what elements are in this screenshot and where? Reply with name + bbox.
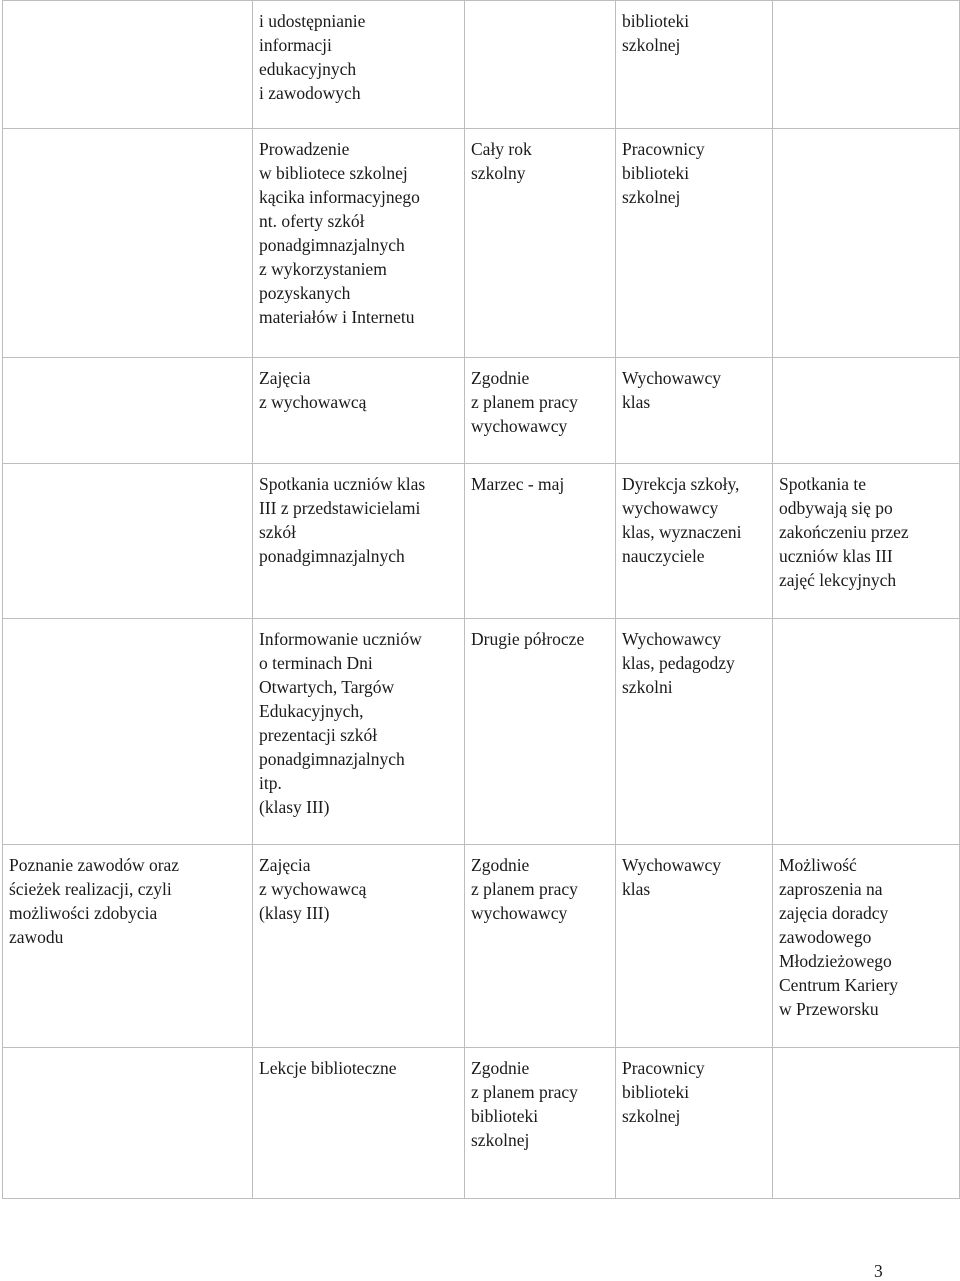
notes-cell [773, 619, 960, 845]
notes-cell [773, 358, 960, 464]
notes-cell: Spotkania te odbywają się po zakończeniu przez uczniów klas III zajęć lekcyjnych [773, 464, 960, 619]
task-cell: Informowanie uczniów o terminach Dni Otwartych, Targów Edukacyjnych, prezentacji szkół ponadgimnazjalnych itp. (klasy III) [253, 619, 465, 845]
responsible-cell: Wychowawcy klas, pedagodzy szkolni [616, 619, 773, 845]
responsible-cell: Pracownicy biblioteki szkolnej [616, 1048, 773, 1199]
goal-cell [3, 619, 253, 845]
goal-cell: Poznanie zawodów oraz ścieżek realizacji, czyli możliwości zdobycia zawodu [3, 845, 253, 1048]
date-cell: Marzec - maj [465, 464, 616, 619]
task-cell: Zajęcia z wychowawcą [253, 358, 465, 464]
task-cell: Prowadzenie w bibliotece szkolnej kącika informacyjnego nt. oferty szkół ponadgimnazjalnych z wykorzystaniem pozyskanych materiałów i Internetu [253, 129, 465, 358]
date-cell: Drugie półrocze [465, 619, 616, 845]
goal-cell [3, 129, 253, 358]
table-row [3, 129, 960, 358]
goal-cell [3, 1048, 253, 1199]
responsible-cell: biblioteki szkolnej [616, 1, 773, 129]
table-row [3, 1, 960, 129]
responsible-cell: Wychowawcy klas [616, 358, 773, 464]
goal-cell [3, 358, 253, 464]
table-row [3, 845, 960, 1048]
task-cell: i udostępnianie informacji edukacyjnych i zawodowych [253, 1, 465, 129]
table-row [3, 358, 960, 464]
task-cell: Spotkania uczniów klas III z przedstawicielami szkół ponadgimnazjalnych [253, 464, 465, 619]
page-number: 3 [874, 1261, 883, 1281]
notes-cell [773, 129, 960, 358]
date-cell: Zgodnie z planem pracy wychowawcy [465, 845, 616, 1048]
table-row [3, 464, 960, 619]
responsible-cell: Dyrekcja szkoły, wychowawcy klas, wyznaczeni nauczyciele [616, 464, 773, 619]
notes-cell: Możliwość zaproszenia na zajęcia doradcy zawodowego Młodzieżowego Centrum Kariery w Przeworsku [773, 845, 960, 1048]
date-cell: Cały rok szkolny [465, 129, 616, 358]
date-cell [465, 1, 616, 129]
task-cell: Zajęcia z wychowawcą (klasy III) [253, 845, 465, 1048]
table-row [3, 1048, 960, 1199]
responsible-cell: Pracownicy biblioteki szkolnej [616, 129, 773, 358]
date-cell: Zgodnie z planem pracy biblioteki szkolnej [465, 1048, 616, 1199]
responsible-cell: Wychowawcy klas [616, 845, 773, 1048]
career-plan-table [2, 0, 960, 1199]
task-cell: Lekcje biblioteczne [253, 1048, 465, 1199]
goal-cell [3, 1, 253, 129]
goal-cell [3, 464, 253, 619]
notes-cell [773, 1048, 960, 1199]
date-cell: Zgodnie z planem pracy wychowawcy [465, 358, 616, 464]
table-row [3, 619, 960, 845]
notes-cell [773, 1, 960, 129]
